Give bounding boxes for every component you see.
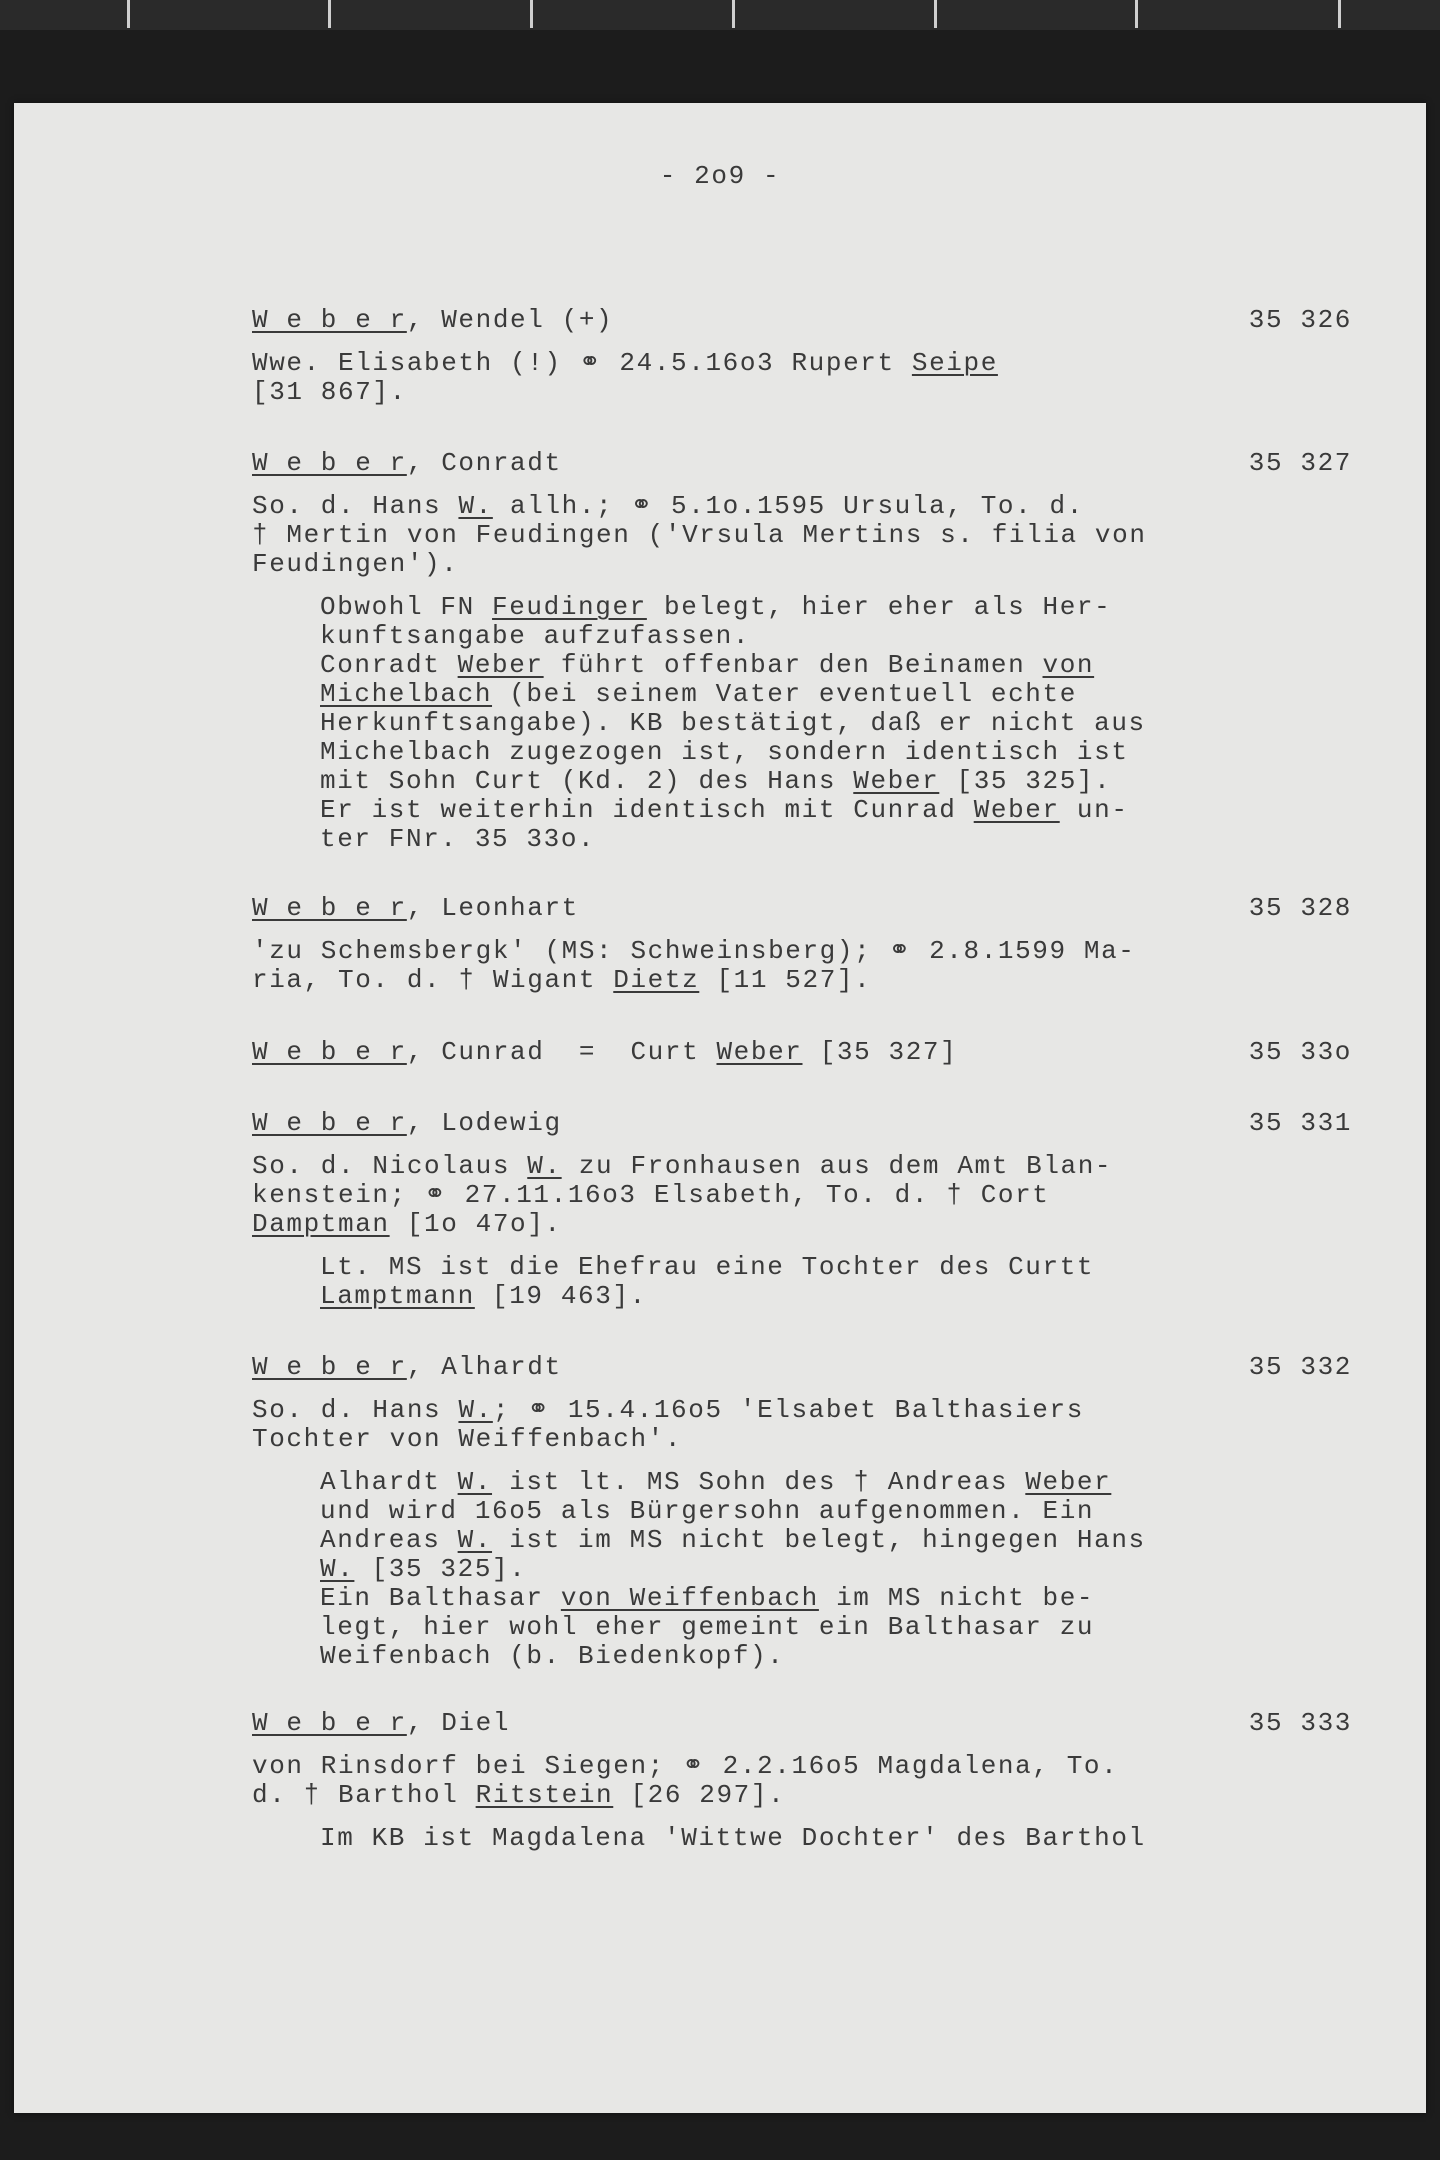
text-segment: Lt. MS ist die Ehefrau eine Tochter des Curtt <box>320 1252 1095 1282</box>
underlined-name: W. <box>457 1525 493 1555</box>
text-segment: Conradt <box>320 650 458 680</box>
text-segment: legt, hier wohl eher gemeint ein Balthasar zu <box>320 1612 1095 1642</box>
text-segment: belegt, hier eher als Her- <box>646 592 1112 622</box>
underlined-name: Ritstein <box>475 1780 614 1810</box>
underlined-name: Weber <box>716 1037 803 1067</box>
text-segment: im MS nicht be- <box>818 1583 1095 1613</box>
underlined-name: W. <box>458 1395 493 1425</box>
text-line <box>320 709 1352 738</box>
text-line <box>320 1497 1352 1526</box>
text-line <box>320 767 1352 796</box>
ruler-tick <box>934 0 937 28</box>
text-line <box>320 1526 1352 1555</box>
ruler-tick <box>530 0 533 28</box>
entry-number: 35 332 <box>1248 1352 1352 1382</box>
underlined-name: Feudinger <box>492 592 647 622</box>
text-segment: von Rinsdorf bei Siegen; ⚭ 2.2.16o5 Magdalena, To. <box>252 1751 1119 1781</box>
entry-note <box>252 1468 1352 1671</box>
text-segment: ist lt. MS Sohn des † Andreas <box>492 1467 1026 1497</box>
text-line <box>252 349 1352 378</box>
text-segment: So. d. Nicolaus <box>252 1151 528 1181</box>
underlined-name: W. <box>320 1554 355 1584</box>
text-line <box>320 1613 1352 1642</box>
text-segment: ria, To. d. † Wigant <box>252 965 614 995</box>
text-line <box>252 492 1352 521</box>
text-segment: Er ist weiterhin identisch mit Cunrad <box>320 795 974 825</box>
text-segment: , Cunrad = Curt <box>406 1037 717 1067</box>
underlined-name: Damptman <box>252 1209 390 1239</box>
underlined-name: W e b e r <box>252 448 407 478</box>
text-segment: So. d. Hans <box>252 1395 459 1425</box>
text-segment: [31 867]. <box>252 377 407 407</box>
underlined-name: W e b e r <box>252 1037 407 1067</box>
text-segment: Andreas <box>320 1525 458 1555</box>
text-segment: [1o 47o]. <box>389 1209 562 1239</box>
entry-note <box>252 593 1352 854</box>
text-line <box>320 1824 1352 1853</box>
text-line <box>252 550 1352 579</box>
text-segment: Weifenbach (b. Biedenkopf). <box>320 1641 785 1671</box>
text-line <box>320 680 1352 709</box>
page-number: - 2o9 - <box>659 161 781 191</box>
text-segment: kenstein; ⚭ 27.11.16o3 Elsabeth, To. d. † Cort <box>252 1180 1050 1210</box>
text-line <box>320 738 1352 767</box>
text-segment: Wwe. Elisabeth (!) ⚭ 24.5.16o3 Rupert <box>252 348 912 378</box>
text-line <box>320 1253 1352 1282</box>
entry-heading <box>252 1709 1352 1738</box>
text-segment: [19 463]. <box>474 1281 647 1311</box>
text-segment: Herkunftsangabe). KB bestätigt, daß er nicht aus <box>320 708 1146 738</box>
text-segment: [11 527]. <box>699 965 872 995</box>
text-segment: Feudingen'). <box>252 549 459 579</box>
text-segment: mit Sohn Curt (Kd. 2) des Hans <box>320 766 854 796</box>
underlined-name: W e b e r <box>252 1352 407 1382</box>
text-segment: So. d. Hans <box>252 491 459 521</box>
text-line <box>320 593 1352 622</box>
underlined-name: W e b e r <box>252 1108 407 1138</box>
text-segment: (bei seinem Vater eventuell echte <box>492 679 1077 709</box>
text-line <box>320 1642 1352 1671</box>
register-entry <box>252 306 1352 407</box>
text-line <box>252 1781 1352 1810</box>
underlined-name: W. <box>527 1151 562 1181</box>
text-segment: zu Fronhausen aus dem Amt Blan- <box>561 1151 1113 1181</box>
underlined-name: von <box>1042 650 1095 680</box>
text-segment: allh.; ⚭ 5.1o.1595 Ursula, To. d. <box>492 491 1084 521</box>
text-segment: , Leonhart <box>406 893 579 923</box>
scanner-ruler <box>0 0 1440 30</box>
underlined-name: Weber <box>1025 1467 1112 1497</box>
entry-number: 35 331 <box>1248 1108 1352 1138</box>
text-segment: Tochter von Weiffenbach'. <box>252 1424 683 1454</box>
text-segment: Ein Balthasar <box>320 1583 561 1613</box>
entry-heading <box>252 1038 1352 1067</box>
underlined-name: Weber <box>457 650 544 680</box>
entry-number: 35 328 <box>1248 893 1352 923</box>
entry-heading <box>252 1109 1352 1138</box>
text-segment: Michelbach zugezogen ist, sondern identisch ist <box>320 737 1129 767</box>
text-line <box>252 937 1352 966</box>
text-segment: ter FNr. 35 33o. <box>320 824 596 854</box>
entry-heading <box>252 306 1352 335</box>
register-entry <box>252 1038 1352 1081</box>
register-entry <box>252 894 1352 995</box>
register-entry <box>252 1709 1352 1853</box>
text-line <box>320 1282 1352 1311</box>
underlined-name: W e b e r <box>252 893 407 923</box>
text-line <box>252 1210 1352 1239</box>
text-segment: , Conradt <box>406 448 562 478</box>
text-line <box>320 651 1352 680</box>
underlined-name: W. <box>458 491 493 521</box>
text-line <box>320 1468 1352 1497</box>
text-segment: , Wendel (+) <box>406 305 614 335</box>
text-line <box>320 1555 1352 1584</box>
entry-heading <box>252 894 1352 923</box>
underlined-name: Dietz <box>613 965 700 995</box>
underlined-name: Michelbach <box>320 679 493 709</box>
text-segment: , Lodewig <box>406 1108 562 1138</box>
entry-number: 35 333 <box>1248 1708 1352 1738</box>
underlined-name: von Weiffenbach <box>560 1583 819 1613</box>
text-segment: [35 327] <box>802 1037 958 1067</box>
text-line <box>320 825 1352 854</box>
register-entry <box>252 449 1352 854</box>
text-line <box>252 1152 1352 1181</box>
register-entry <box>252 1109 1352 1311</box>
entry-number: 35 326 <box>1248 305 1352 335</box>
text-segment: führt offenbar den Beinamen <box>543 650 1043 680</box>
text-segment: ist im MS nicht belegt, hingegen Hans <box>492 1525 1146 1555</box>
text-segment: un- <box>1059 795 1129 825</box>
text-segment: ; ⚭ 15.4.16o5 'Elsabet Balthasiers <box>492 1395 1084 1425</box>
text-segment: † Mertin von Feudingen ('Vrsula Mertins s. filia von <box>252 520 1147 550</box>
ruler-tick <box>1338 0 1341 28</box>
text-line <box>252 1181 1352 1210</box>
text-line <box>320 622 1352 651</box>
text-line <box>320 796 1352 825</box>
entry-note <box>252 1824 1352 1853</box>
text-line <box>252 1396 1352 1425</box>
text-segment: [35 325]. <box>354 1554 527 1584</box>
text-segment: d. † Barthol <box>252 1780 476 1810</box>
underlined-name: W e b e r <box>252 1708 407 1738</box>
entry-heading <box>252 449 1352 478</box>
underlined-name: Seipe <box>911 348 998 378</box>
text-line <box>252 1752 1352 1781</box>
text-segment: [26 297]. <box>613 1780 786 1810</box>
underlined-name: Lamptmann <box>320 1281 475 1311</box>
text-segment: [35 325]. <box>939 766 1112 796</box>
register-entry <box>252 1353 1352 1671</box>
underlined-name: Weber <box>853 766 940 796</box>
ruler-tick <box>1135 0 1138 28</box>
text-segment: 'zu Schemsbergk' (MS: Schweinsberg); ⚭ 2.8.1599 Ma- <box>252 936 1136 966</box>
text-line <box>320 1584 1352 1613</box>
entry-heading <box>252 1353 1352 1382</box>
text-line <box>252 521 1352 550</box>
underlined-name: Weber <box>973 795 1060 825</box>
ruler-tick <box>127 0 130 28</box>
underlined-name: W. <box>457 1467 493 1497</box>
underlined-name: W e b e r <box>252 305 407 335</box>
entry-number: 35 33o <box>1248 1037 1352 1067</box>
entry-note <box>252 1253 1352 1311</box>
entry-number: 35 327 <box>1248 448 1352 478</box>
text-line <box>252 378 1352 407</box>
text-segment: und wird 16o5 als Bürgersohn aufgenommen. Ein <box>320 1496 1095 1526</box>
text-segment: Alhardt <box>320 1467 458 1497</box>
text-line <box>252 1425 1352 1454</box>
text-segment: Obwohl FN <box>320 592 493 622</box>
text-segment: , Alhardt <box>406 1352 562 1382</box>
text-segment: kunftsangabe aufzufassen. <box>320 621 751 651</box>
ruler-tick <box>732 0 735 28</box>
text-segment: Im KB ist Magdalena 'Wittwe Dochter' des Barthol <box>320 1823 1146 1853</box>
ruler-tick <box>328 0 331 28</box>
text-segment: , Diel <box>406 1708 511 1738</box>
text-line <box>252 966 1352 995</box>
